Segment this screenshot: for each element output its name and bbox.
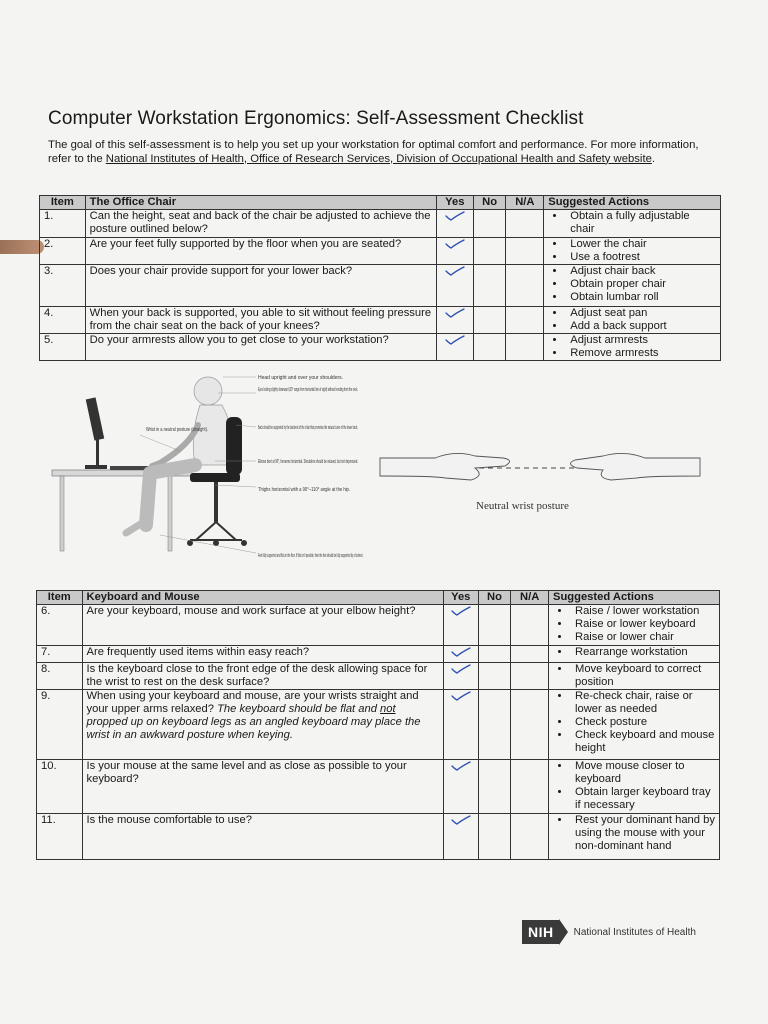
table-row — [40, 334, 721, 361]
suggested-actions-cell — [549, 814, 720, 860]
section-header: The Office Chair — [85, 196, 436, 210]
yes-checkbox-cell[interactable] — [436, 265, 473, 307]
nih-org-name: National Institutes of Health — [573, 926, 696, 938]
table-row — [37, 605, 720, 646]
question-text: Can the height, seat and back of the chair be adjusted to achieve the posture outlined below? — [89, 210, 431, 235]
wrist-diagram — [375, 430, 705, 500]
action-item: • Re-check chair, raise or lower as needed — [571, 690, 715, 716]
actions-list — [553, 663, 715, 689]
table-header-row — [40, 196, 721, 210]
yes-header: Yes — [436, 196, 473, 210]
item-number: 3. — [40, 265, 86, 307]
action-item: • Adjust chair back — [566, 265, 716, 278]
annotation-elbows: Elbows bent at 90°, forearms horizontal. Shoulders should be relaxed, but not depressed. — [258, 459, 358, 465]
actions-list — [548, 307, 716, 333]
suggested-actions-cell — [549, 760, 720, 814]
no-checkbox-cell[interactable] — [473, 307, 506, 334]
actions-list — [553, 760, 715, 812]
no-checkbox-cell[interactable] — [473, 265, 506, 307]
table-header-row — [37, 591, 720, 605]
pen-tip-artifact — [0, 240, 44, 254]
posture-diagram — [40, 365, 370, 585]
na-header: N/A — [506, 196, 544, 210]
checkmark-icon — [450, 760, 472, 772]
item-number: 5. — [40, 334, 86, 361]
action-item: • Lower the chair — [566, 238, 716, 251]
keyboard-mouse-table — [36, 590, 720, 860]
yes-checkbox-cell[interactable] — [443, 663, 478, 690]
annotation-head: Head upright and over your shoulders. — [258, 375, 344, 381]
question-text: Do your armrests allow you to get close to your workstation? — [89, 334, 389, 346]
annotation-wrist: Wrist in a neutral posture (straight). — [146, 427, 208, 433]
suggested-actions-cell — [544, 210, 721, 238]
question-emphasis-not: not — [380, 703, 396, 715]
question-emphasis-rest: propped up on keyboard legs as an angled keyboard may place the wrist in an awkward posture when keying. — [86, 716, 421, 741]
action-item: • Move mouse closer to keyboard — [571, 760, 715, 786]
action-item: • Obtain proper chair — [566, 278, 716, 291]
no-header: No — [478, 591, 511, 605]
annotation-back: Back should be supported by the backrest of the chair that promotes the natural curve of the lower back. — [258, 425, 358, 431]
question-text: Is your mouse at the same level and as close as possible to your keyboard? — [86, 760, 407, 785]
item-number: 2. — [40, 238, 86, 265]
section-header: Keyboard and Mouse — [82, 591, 443, 605]
na-checkbox-cell[interactable] — [511, 663, 549, 690]
action-item: • Adjust armrests — [566, 334, 716, 347]
question-cell — [82, 646, 443, 663]
no-checkbox-cell[interactable] — [473, 334, 506, 361]
yes-checkbox-cell[interactable] — [443, 605, 478, 646]
na-checkbox-cell[interactable] — [511, 646, 549, 663]
no-checkbox-cell[interactable] — [473, 238, 506, 265]
checkmark-icon — [450, 690, 472, 702]
na-checkbox-cell[interactable] — [506, 238, 544, 265]
checkmark-icon — [444, 265, 466, 277]
item-number: 4. — [40, 307, 86, 334]
no-checkbox-cell[interactable] — [478, 814, 511, 860]
yes-header: Yes — [443, 591, 478, 605]
action-item: • Check posture — [571, 716, 715, 729]
yes-checkbox-cell[interactable] — [443, 760, 478, 814]
actions-header: Suggested Actions — [549, 591, 720, 605]
item-number: 1. — [40, 210, 86, 238]
yes-checkbox-cell[interactable] — [443, 690, 478, 760]
nih-logo-mark: NIH — [522, 920, 559, 944]
checkmark-icon — [450, 646, 472, 658]
yes-checkbox-cell[interactable] — [436, 307, 473, 334]
na-checkbox-cell[interactable] — [511, 814, 549, 860]
suggested-actions-cell — [549, 663, 720, 690]
table-row — [40, 307, 721, 334]
table-row — [37, 663, 720, 690]
actions-list — [548, 334, 716, 360]
no-checkbox-cell[interactable] — [478, 663, 511, 690]
no-checkbox-cell[interactable] — [478, 605, 511, 646]
item-number: 7. — [37, 646, 83, 663]
suggested-actions-cell — [544, 307, 721, 334]
yes-checkbox-cell[interactable] — [436, 210, 473, 238]
table-row — [37, 760, 720, 814]
nih-logo-arrow — [559, 919, 568, 945]
suggested-actions-cell — [549, 605, 720, 646]
table-row — [37, 690, 720, 760]
action-item: • Obtain lumbar roll — [566, 291, 716, 304]
checkmark-icon — [444, 307, 466, 319]
table-row — [40, 210, 721, 238]
actions-list — [553, 646, 715, 659]
question-cell — [85, 238, 436, 265]
actions-list — [548, 265, 716, 304]
yes-checkbox-cell[interactable] — [443, 814, 478, 860]
yes-checkbox-cell[interactable] — [443, 646, 478, 663]
item-header: Item — [40, 196, 86, 210]
annotation-eyes: Eyes looking slightly downward (30° range from horizontal line of sight) without bending from the neck. — [258, 387, 358, 393]
no-header: No — [473, 196, 506, 210]
wrist-caption: Neutral wrist posture — [476, 500, 569, 512]
action-item: • Raise or lower chair — [571, 631, 715, 644]
question-text: Is the mouse comfortable to use? — [86, 814, 252, 826]
page-title: Computer Workstation Ergonomics: Self-Assessment Checklist — [48, 108, 584, 129]
question-text: Are your keyboard, mouse and work surface at your elbow height? — [86, 605, 416, 617]
checkmark-icon — [450, 605, 472, 617]
table-row — [40, 238, 721, 265]
question-text: Does your chair provide support for your lower back? — [89, 265, 353, 277]
suggested-actions-cell — [549, 646, 720, 663]
yes-checkbox-cell[interactable] — [436, 238, 473, 265]
no-checkbox-cell[interactable] — [473, 210, 506, 238]
nih-logo — [522, 919, 696, 945]
na-checkbox-cell[interactable] — [511, 760, 549, 814]
question-text: Is the keyboard close to the front edge of the desk allowing space for the wrist to rest on the desk surface? — [86, 663, 428, 688]
na-header: N/A — [511, 591, 549, 605]
actions-list — [553, 690, 715, 755]
table-row — [37, 646, 720, 663]
na-checkbox-cell[interactable] — [506, 210, 544, 238]
item-header: Item — [37, 591, 83, 605]
item-number: 8. — [37, 663, 83, 690]
yes-checkbox-cell[interactable] — [436, 334, 473, 361]
suggested-actions-cell — [544, 334, 721, 361]
na-checkbox-cell[interactable] — [511, 605, 549, 646]
no-checkbox-cell[interactable] — [478, 760, 511, 814]
no-checkbox-cell[interactable] — [478, 646, 511, 663]
question-cell — [85, 334, 436, 361]
question-text: When your back is supported, you able to sit without feeling pressure from the chair seat on the back of your knees? — [89, 307, 432, 332]
question-cell — [85, 265, 436, 307]
action-item: • Rearrange workstation — [571, 646, 715, 659]
office-chair-table — [39, 195, 721, 361]
no-checkbox-cell[interactable] — [478, 690, 511, 760]
question-cell — [82, 605, 443, 646]
action-item: • Adjust seat pan — [566, 307, 716, 320]
item-number: 11. — [37, 814, 83, 860]
checkmark-icon — [444, 334, 466, 346]
item-number: 10. — [37, 760, 83, 814]
action-item: • Use a footrest — [566, 251, 716, 264]
action-item: • Rest your dominant hand by using the mouse with your non-dominant hand — [571, 814, 715, 853]
na-checkbox-cell[interactable] — [506, 334, 544, 361]
suggested-actions-cell — [544, 238, 721, 265]
action-item: • Obtain larger keyboard tray if necessary — [571, 786, 715, 812]
action-item: • Remove armrests — [566, 347, 716, 360]
question-text: When using your keyboard and mouse, are your wrists straight and your upper arms relaxed? — [86, 690, 419, 715]
action-item: • Move keyboard to correct position — [571, 663, 715, 689]
actions-list — [548, 238, 716, 264]
question-cell — [82, 760, 443, 814]
checkmark-icon — [444, 238, 466, 250]
workstation-posture-illustration — [40, 365, 370, 585]
annotation-feet: Feet fully supported and flat on the floor. If this isn't possible, then the feet should be fully supported by a footrest. — [258, 553, 363, 559]
action-item: • Raise / lower workstation — [571, 605, 715, 618]
intro-suffix: . — [651, 152, 656, 165]
question-emphasis: The keyboard should be flat and — [217, 703, 381, 715]
question-cell — [85, 307, 436, 334]
question-text: Are your feet fully supported by the floor when you are seated? — [89, 238, 402, 250]
question-cell — [82, 814, 443, 860]
nih-ors-link[interactable]: National Institutes of Health, Office of Research Services, Division of Occupational Health and Safety website — [105, 152, 652, 165]
actions-list — [553, 814, 715, 853]
intro-paragraph — [48, 139, 708, 166]
action-item: • Add a back support — [566, 320, 716, 333]
table-row — [37, 814, 720, 860]
checkmark-icon — [444, 210, 466, 222]
suggested-actions-cell — [544, 265, 721, 307]
na-checkbox-cell[interactable] — [506, 307, 544, 334]
action-item: • Obtain a fully adjustable chair — [566, 210, 716, 236]
question-text: Are frequently used items within easy reach? — [86, 646, 310, 658]
annotation-thighs: Thighs horizontal with a 90°–110° angle at the hip. — [258, 487, 350, 493]
intro-text: The goal of this self-assessment is to help you set up your workstation for optimal comfort and performance. For more information, refer to the — [48, 139, 699, 165]
suggested-actions-cell — [549, 690, 720, 760]
na-checkbox-cell[interactable] — [511, 690, 549, 760]
question-cell — [82, 663, 443, 690]
actions-list — [553, 605, 715, 644]
action-item: • Raise or lower keyboard — [571, 618, 715, 631]
actions-header: Suggested Actions — [544, 196, 721, 210]
checkmark-icon — [450, 814, 472, 826]
na-checkbox-cell[interactable] — [506, 265, 544, 307]
question-cell — [82, 690, 443, 760]
actions-list — [548, 210, 716, 236]
table-row — [40, 265, 721, 307]
question-cell — [85, 210, 436, 238]
item-number: 9. — [37, 690, 83, 760]
item-number: 6. — [37, 605, 83, 646]
action-item: • Check keyboard and mouse height — [571, 729, 715, 755]
checkmark-icon — [450, 663, 472, 675]
